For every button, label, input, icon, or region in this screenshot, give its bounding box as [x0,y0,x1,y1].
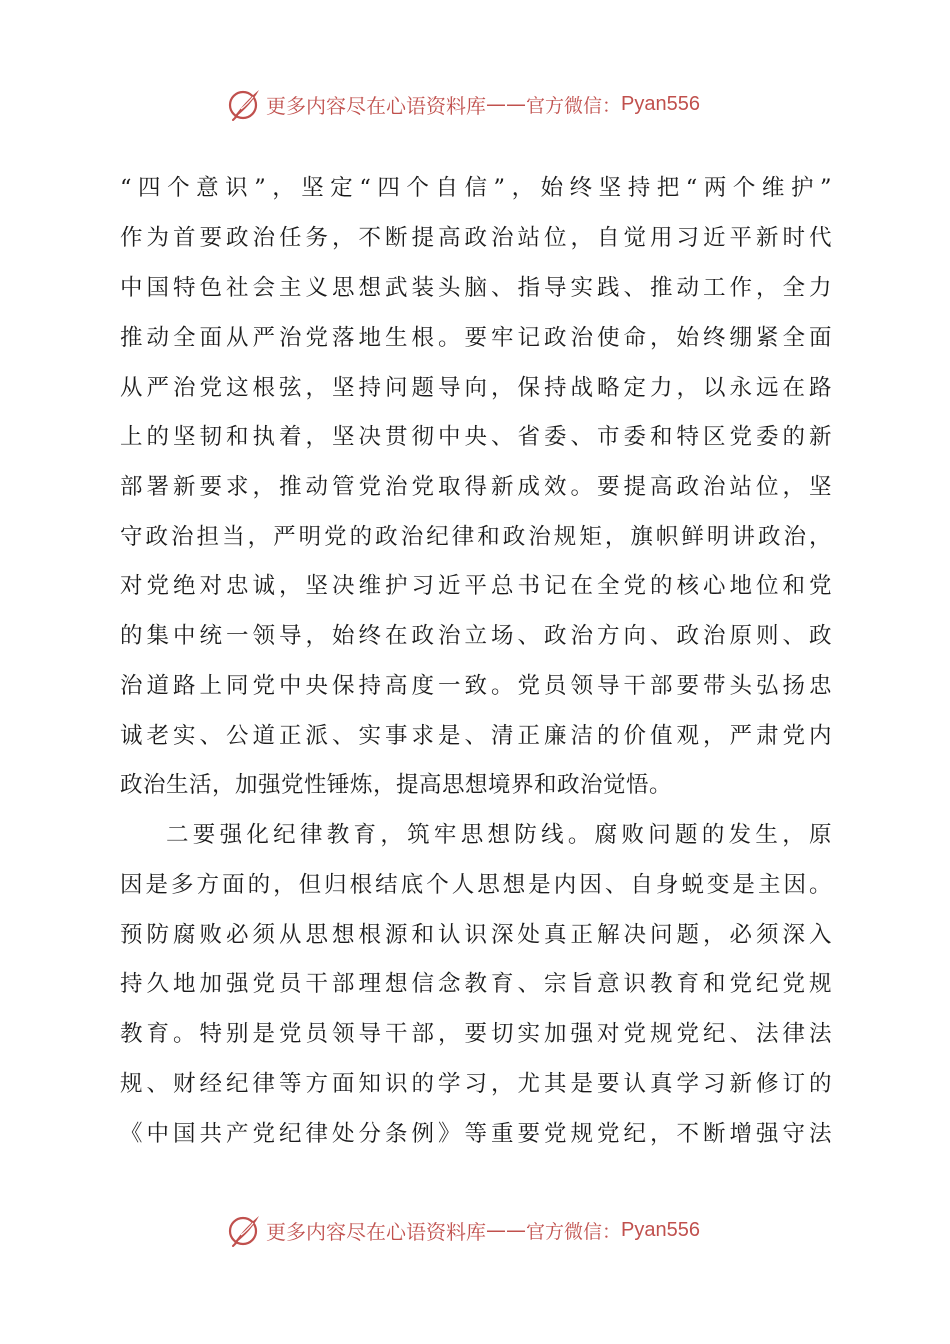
body-line: 对党绝对忠诚，坚决维护习近平总书记在全党的核心地位和党 [120,573,832,599]
body-line: 上的坚韧和执着，坚决贯彻中央、省委、市委和特区党委的新 [120,424,832,450]
body-line: 政治生活，加强党性锤炼，提高思想境界和政治觉悟。 [120,772,673,798]
body-line: 持久地加强党员干部理想信念教育、宗旨意识教育和党纪党规 [120,971,832,997]
body-line: 的集中统一领导，始终在政治立场、政治方向、政治原则、政 [120,623,832,649]
header-wechat-label: 官方微信： [526,94,622,117]
body-line: 因是多方面的，但归根结底个人思想是内因、自身蜕变是主因。 [120,872,832,898]
body-line: 诚老实、公道正派、实事求是、清正廉洁的价值观，严肃党内 [120,723,832,749]
header-banner-separator: —— [486,92,526,116]
body-line: 预防腐败必须从思想根源和认识深处真正解决问题，必须深入 [120,922,832,948]
body-line: 《中国共产党纪律处分条例》等重要党规党纪，不断增强守法 [120,1121,832,1147]
quill-logo-icon [228,1213,262,1247]
footer-banner [228,1213,700,1247]
footer-banner-text: 更多内容尽在心语资料库 [266,1219,486,1244]
body-line: 中国特色社会主义思想武装头脑、指导实践、推动工作，全力 [120,275,832,301]
footer-wechat-label: 官方微信： [526,1220,622,1243]
body-line: 部署新要求，推动管党治党取得新成效。要提高政治站位，坚 [120,474,832,500]
body-line: 教育。特别是党员领导干部，要切实加强对党规党纪、法律法 [120,1021,832,1047]
body-line: “四个意识”，坚定“四个自信”，始终坚持把“两个维护” [120,175,832,201]
body-line: 治道路上同党中央保持高度一致。党员领导干部要带头弘扬忠 [120,673,832,699]
header-banner-text: 更多内容尽在心语资料库 [266,93,486,118]
header-wechat-id: Pyan556 [621,92,700,115]
body-line: 规、财经纪律等方面知识的学习，尤其是要认真学习新修订的 [120,1071,832,1097]
paragraph-start-line: 二要强化纪律教育，筑牢思想防线。腐败问题的发生，原 [166,822,832,848]
body-line: 守政治担当，严明党的政治纪律和政治规矩，旗帜鲜明讲政治， [120,524,832,550]
body-line: 从严治党这根弦，坚持问题导向，保持战略定力，以永远在路 [120,375,832,401]
footer-banner-separator: —— [486,1218,526,1242]
footer-wechat-id: Pyan556 [621,1218,700,1241]
body-line: 作为首要政治任务，不断提高政治站位，自觉用习近平新时代 [120,225,832,251]
body-line: 推动全面从严治党落地生根。要牢记政治使命，始终绷紧全面 [120,325,832,351]
